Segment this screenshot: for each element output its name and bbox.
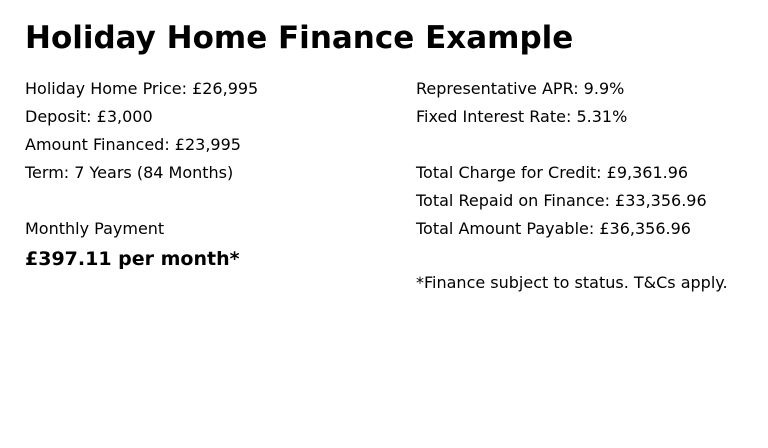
fixed-interest-rate: Fixed Interest Rate: 5.31%: [416, 107, 628, 126]
term: Term: 7 Years (84 Months): [25, 163, 234, 182]
credit-details-column: [416, 75, 728, 297]
total-amount-payable: Total Amount Payable: £36,356.96: [416, 219, 691, 238]
monthly-payment-value: £397.11 per month*: [25, 248, 240, 270]
spacer: [25, 187, 258, 215]
page-title: Holiday Home Finance Example: [25, 20, 574, 56]
holiday-home-price: Holiday Home Price: £26,995: [25, 79, 259, 98]
loan-details-column: [25, 75, 258, 275]
spacer: [416, 131, 728, 159]
total-charge-for-credit: Total Charge for Credit: £9,361.96: [416, 163, 689, 182]
representative-apr: Representative APR: 9.9%: [416, 79, 625, 98]
total-repaid-on-finance: Total Repaid on Finance: £33,356.96: [416, 191, 707, 210]
deposit: Deposit: £3,000: [25, 107, 153, 126]
finance-disclaimer: *Finance subject to status. T&Cs apply.: [416, 273, 728, 292]
spacer: [416, 243, 728, 269]
monthly-payment-label: Monthly Payment: [25, 219, 165, 238]
amount-financed: Amount Financed: £23,995: [25, 135, 241, 154]
